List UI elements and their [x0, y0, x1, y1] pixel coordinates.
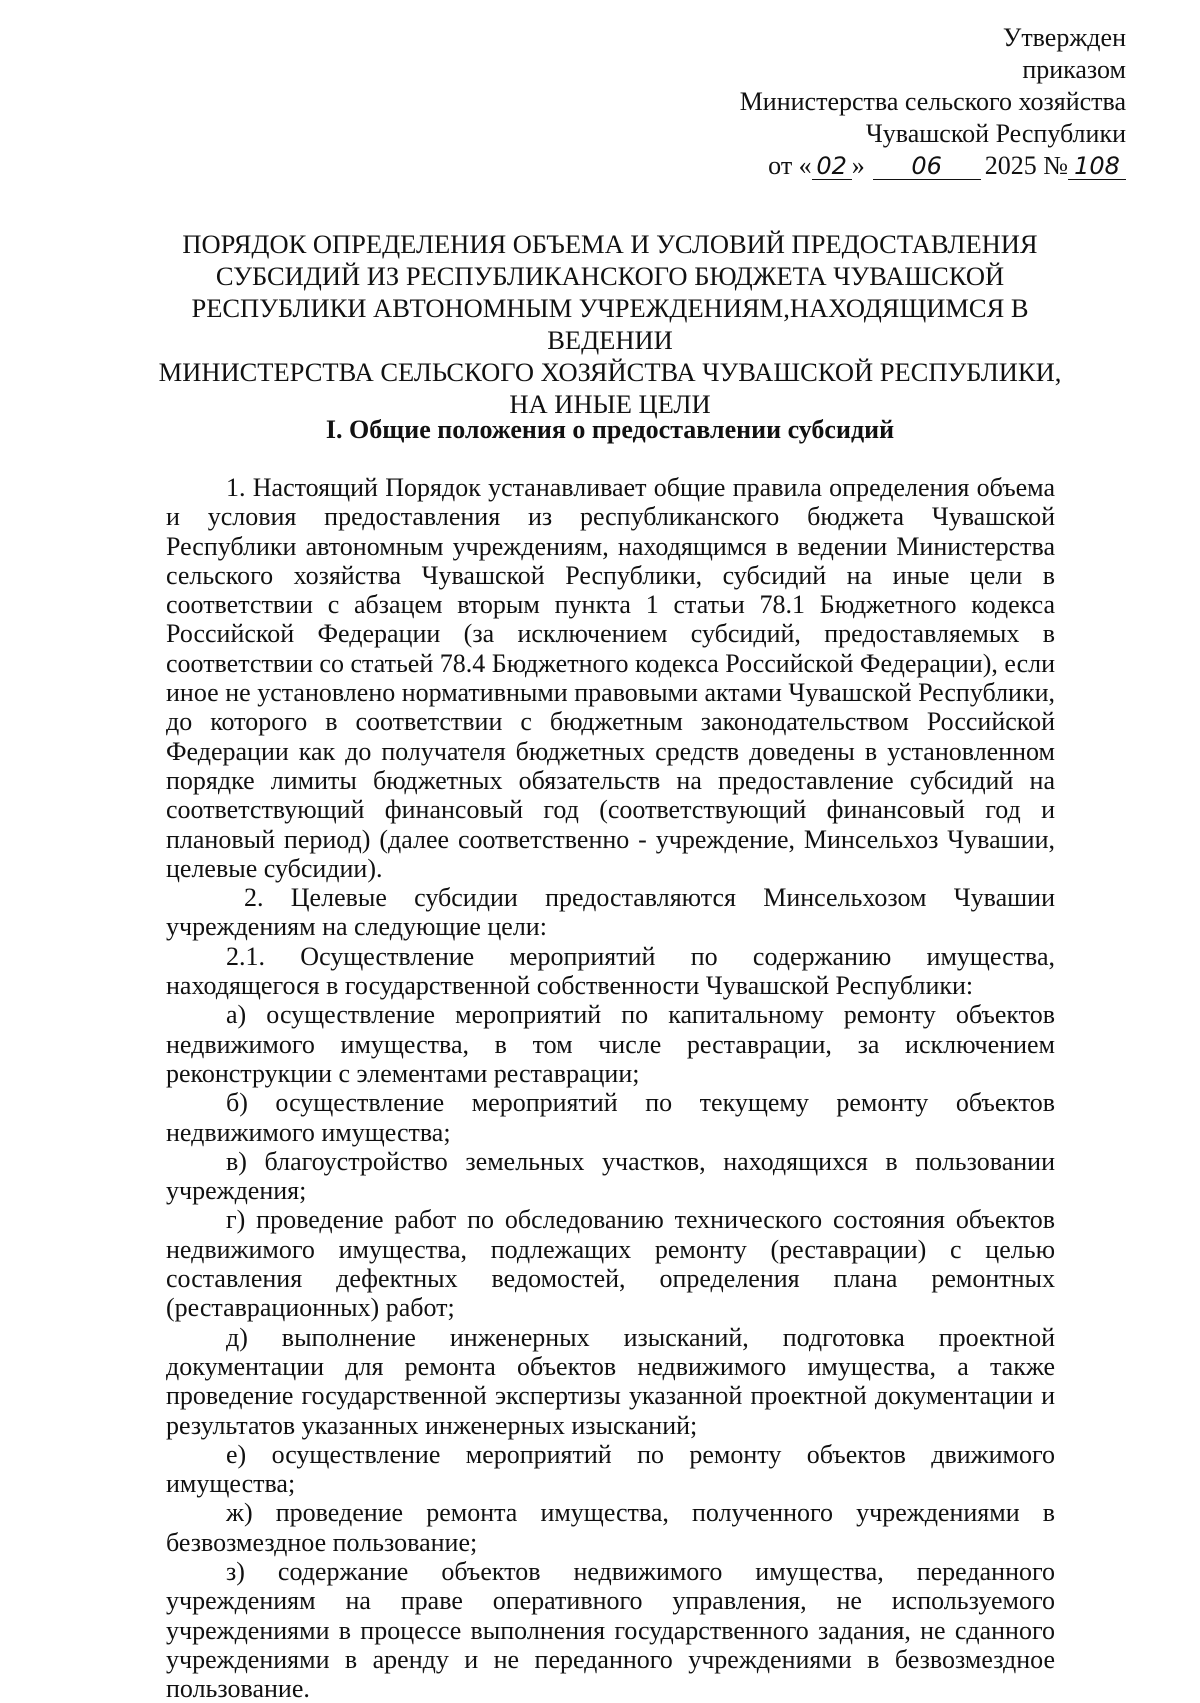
- list-item-z: з) содержание объектов недвижимого имущества, переданного учреждениям на праве оперативного управления, не используемого учреждениями в процессе выполнения государственного задания, не сданного учреждениями в аренду и не переданного учреждениями в безвозмездное пользование.: [166, 1556, 1055, 1703]
- date-mid: »: [851, 151, 865, 180]
- paragraph-2-1: 2.1. Осуществление мероприятий по содержанию имущества, находящегося в государственной собственности Чувашской Республики:: [166, 941, 1055, 1001]
- paragraph-2: 2. Целевые субсидии предоставляются Минсельхозом Чувашии учреждениям на следующие цели:: [166, 883, 1055, 942]
- list-item-zh: ж) проведение ремонта имущества, полученного учреждениями в безвозмездное пользование;: [166, 1498, 1055, 1557]
- title-line-3: РЕСПУБЛИКИ АВТОНОМНЫМ УЧРЕЖДЕНИЯМ,НАХОДЯЩИМСЯ В ВЕДЕНИИ: [191, 293, 1029, 355]
- approval-line-3: Министерства сельского хозяйства: [739, 87, 1126, 116]
- document-title: [150, 228, 1070, 420]
- handwritten-order-number: 108: [1068, 153, 1126, 180]
- list-item-e: е) осуществление мероприятий по ремонту объектов движимого имущества;: [166, 1439, 1055, 1499]
- approval-line-4: Чувашской Республики: [865, 119, 1126, 148]
- handwritten-day: 02: [812, 153, 852, 180]
- paragraph-1: 1. Настоящий Порядок устанавливает общие правила определения объема и условия предоставления из республиканского бюджета Чувашской Республики автономным учреждениям, находящимся в ведении Министерства сельского хозяйства Чувашской Республики, субсидий на иные цели в соответствии с абзацем вторым пункта 1 статьи 78.1 Бюджетного кодекса Российской Федерации (за исключением субсидий, предоставляемых в соответствии со статьей 78.4 Бюджетного кодекса Российской Федерации), если иное не установлено нормативными правовыми актами Чувашской Республики, до которого в соответствии с бюджетным законодательством Российской Федерации как до получателя бюджетных средств доведены в установленном порядке лимиты бюджетных обязательств на предоставление субсидий на соответствующий финансовый год (соответствующий финансовый год и плановый период) (далее соответственно - учреждение, Минсельхоз Чувашии, целевые субсидии).: [166, 473, 1055, 883]
- list-item-a: а) осуществление мероприятий по капитальному ремонту объектов недвижимого имущества, в том числе реставрации, за исключением реконструкции с элементами реставрации;: [166, 1000, 1055, 1088]
- list-item-b: б) осуществление мероприятий по текущему ремонту объектов недвижимого имущества;: [166, 1088, 1055, 1147]
- approval-line-1: Утвержден: [1002, 23, 1126, 52]
- list-item-v: в) благоустройство земельных участков, находящихся в пользовании учреждения;: [166, 1146, 1055, 1206]
- approval-line-2: приказом: [1022, 55, 1126, 84]
- document-body: [166, 473, 1055, 1703]
- year-number-label: 2025 №: [984, 151, 1068, 180]
- list-item-g: г) проведение работ по обследованию технического состояния объектов недвижимого имущества, подлежащих ремонту (реставрации) с целью составления дефектных ведомостей, определения плана ремонтных (реставрационных) работ;: [166, 1205, 1055, 1323]
- section-heading: I. Общие положения о предоставлении субсидий: [325, 415, 895, 444]
- approval-date-line: [666, 150, 1126, 182]
- list-item-d: д) выполнение инженерных изысканий, подготовка проектной документации для ремонта объектов недвижимого имущества, а также проведение государственной экспертизы указанной проектной документации и результатов указанных инженерных изысканий;: [166, 1322, 1055, 1440]
- title-line-5: НА ИНЫЕ ЦЕЛИ: [509, 389, 711, 419]
- approval-block: [666, 22, 1126, 182]
- title-line-1: ПОРЯДОК ОПРЕДЕЛЕНИЯ ОБЪЕМА И УСЛОВИЙ ПРЕДОСТАВЛЕНИЯ: [182, 229, 1038, 259]
- title-line-2: СУБСИДИЙ ИЗ РЕСПУБЛИКАНСКОГО БЮДЖЕТА ЧУВАШСКОЙ: [215, 261, 1005, 291]
- date-prefix: от «: [768, 151, 812, 180]
- handwritten-month: 06: [873, 153, 981, 180]
- title-line-4: МИНИСТЕРСТВА СЕЛЬСКОГО ХОЗЯЙСТВА ЧУВАШСКОЙ РЕСПУБЛИКИ,: [158, 357, 1062, 387]
